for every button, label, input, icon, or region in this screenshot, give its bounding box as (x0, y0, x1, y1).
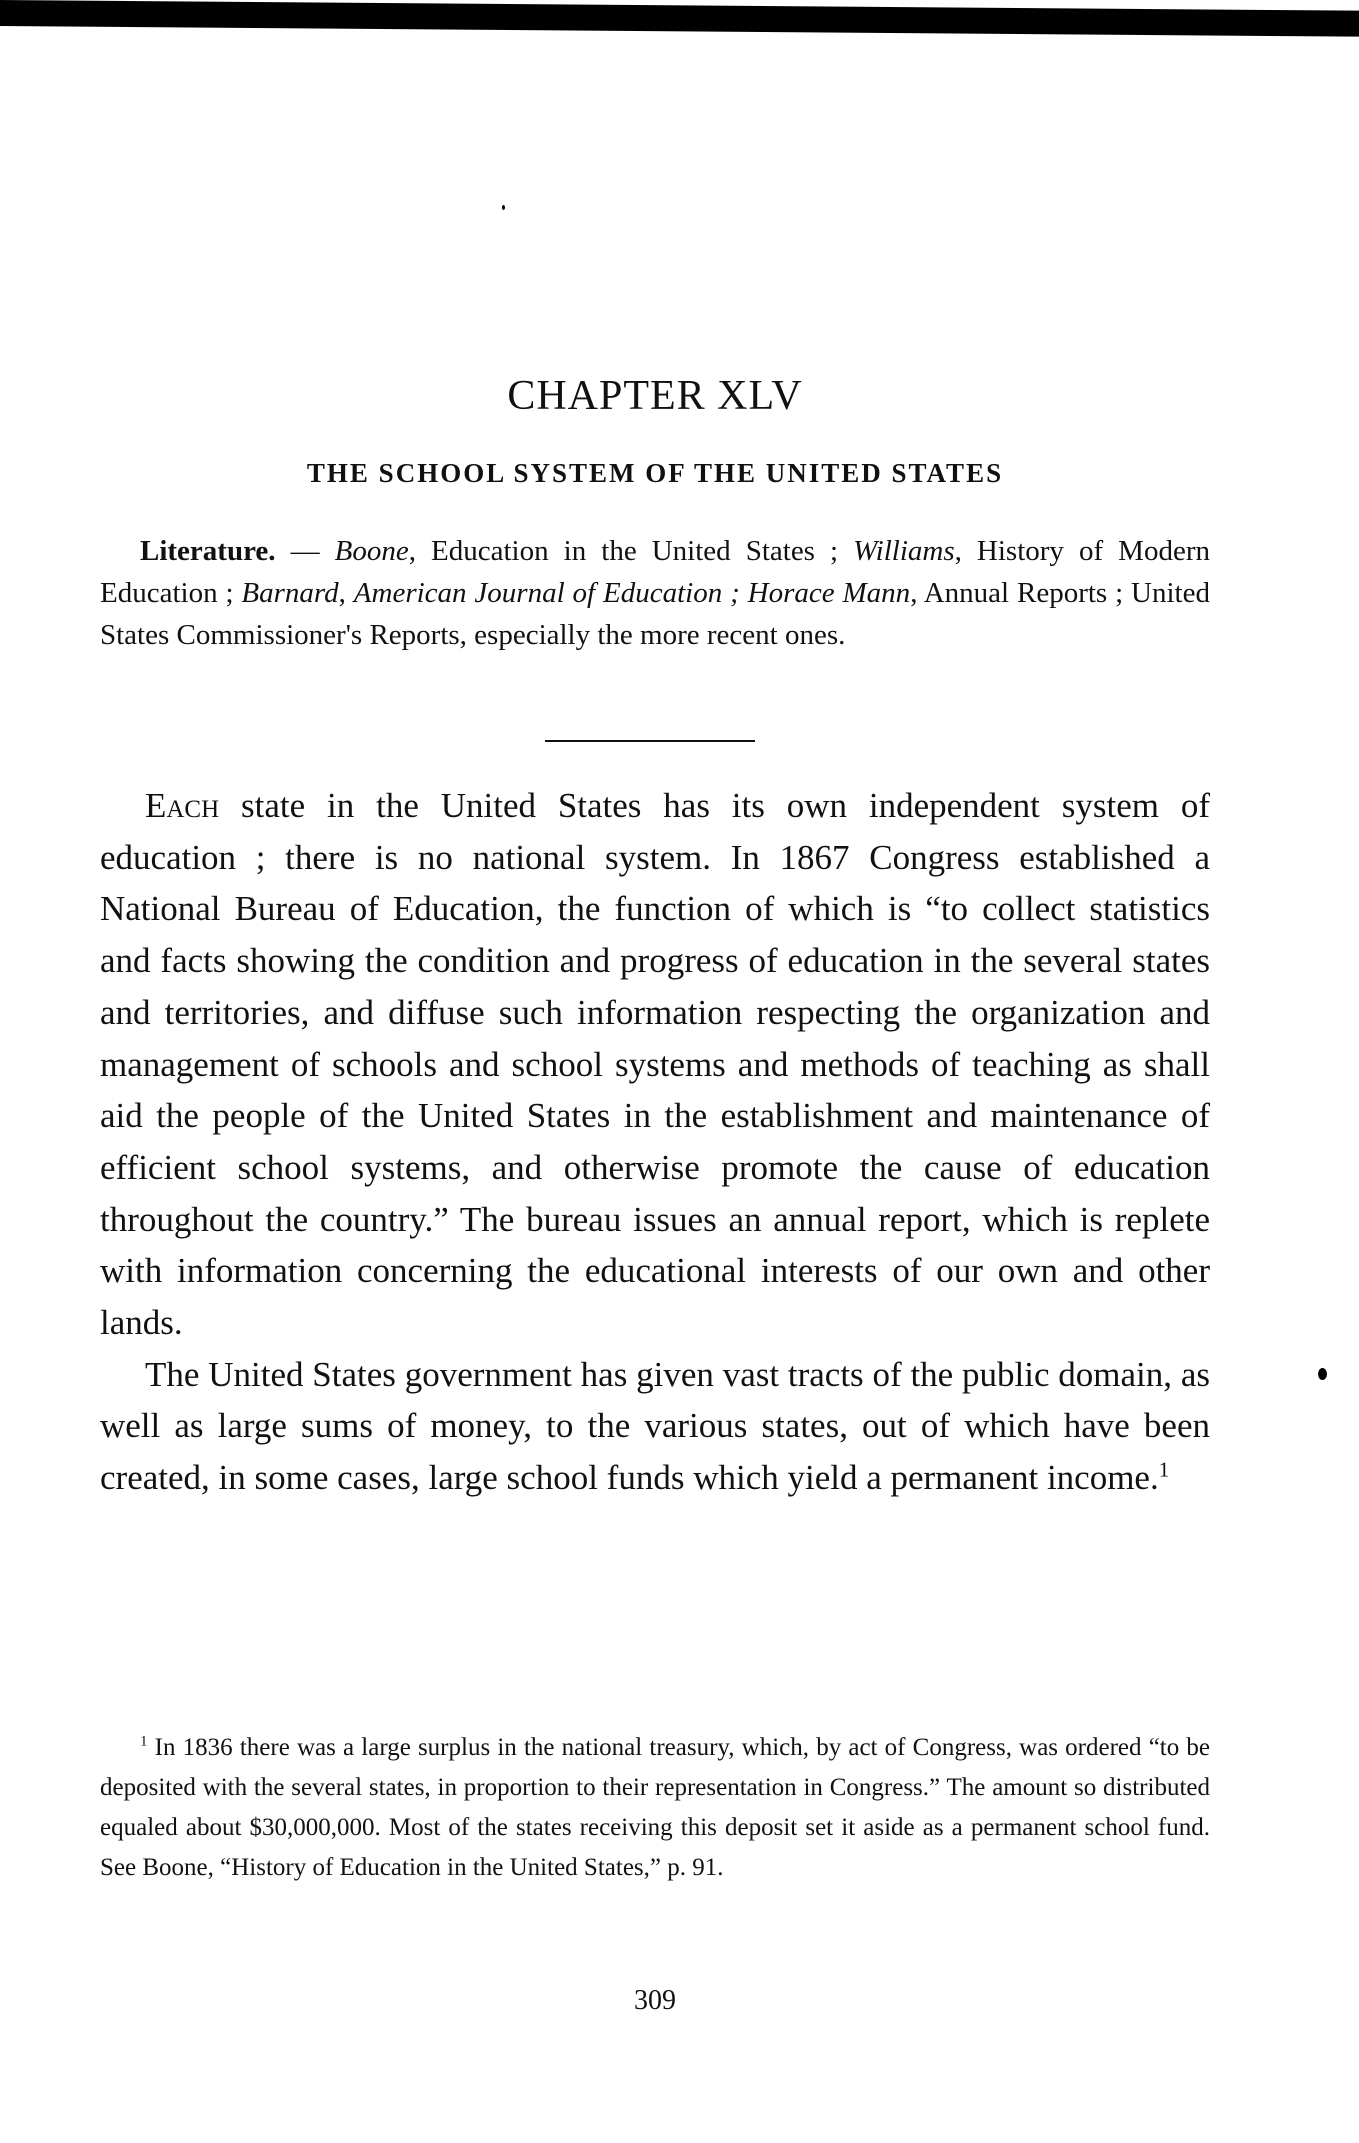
footnote-text: In 1836 there was a large surplus in the national treasury, which, by act of Congress, was ordered “to be deposited with the several states, in proportion to their representation in Congress.” The amount so distributed equaled about $30,000,000. Most of the states receiving this deposit set it aside as a permanent school fund. See Boone, “History of Education in the United States,” p. 91. (100, 1734, 1210, 1881)
paragraph: The United States government has given vast tracts of the public domain, as well as large sums of money, to the various states, out of which have been created, in some cases, large school funds which yield a permanent income.$^1$ (100, 1354, 1210, 1498)
literature-author: Barnard (241, 577, 339, 609)
literature-author: Williams (853, 535, 955, 567)
lead-word: Each (145, 786, 220, 825)
literature-entry: , Annual Reports ; United States Commissioner's Reports, especially the more recent ones. (100, 577, 1210, 651)
scan-border (0, 0, 1359, 37)
scan-speck (502, 205, 505, 210)
scan-speck (1318, 1368, 1327, 1380)
body-text (100, 780, 1210, 1504)
paragraph: Each state in the United States has its own independent system of education ; there is no national system. In 1867 Congress established a National Bureau of Education, the function of which is “to collect statistics and facts showing the condition and progress of education in the several states and territories, and diffuse such information respecting the organization and management of schools and school systems and methods of teaching as shall aid the people of the United States in the establishment and maintenance of efficient school systems, and otherwise promote the cause of education throughout the country.” The bureau issues an annual report, which is replete with information concerning the educational interests of our own and other lands. (100, 786, 1210, 1343)
literature-author: Horace Mann (747, 577, 911, 609)
literature-author: Boone (334, 535, 409, 567)
literature-entry: , Education in the United States ; (408, 535, 854, 567)
chapter-heading: CHAPTER XLV (507, 373, 803, 419)
literature-entry: , (338, 577, 354, 609)
literature-entry: , History of Modern Education ; (100, 535, 1210, 609)
chapter-title: THE SCHOOL SYSTEM OF THE UNITED STATES (306, 458, 1004, 488)
section-divider (545, 740, 755, 742)
footnote-reference[interactable]: 1 (1158, 1457, 1170, 1482)
literature-label: Literature. (140, 535, 276, 567)
literature-list: Literature. — Boone, Education in the United States ; Williams, History of Modern Education ; Barnard, American Journal of Education ; Horace Mann, Annual Reports ; United States Commissioner's Reports, especially the more recent ones. (100, 535, 1210, 651)
footnote (100, 1728, 1210, 1888)
page-number: 309 (634, 1985, 676, 2016)
footnote-marker: 1 (140, 1733, 148, 1750)
literature-work-title: American Journal of Education ; (353, 577, 748, 609)
